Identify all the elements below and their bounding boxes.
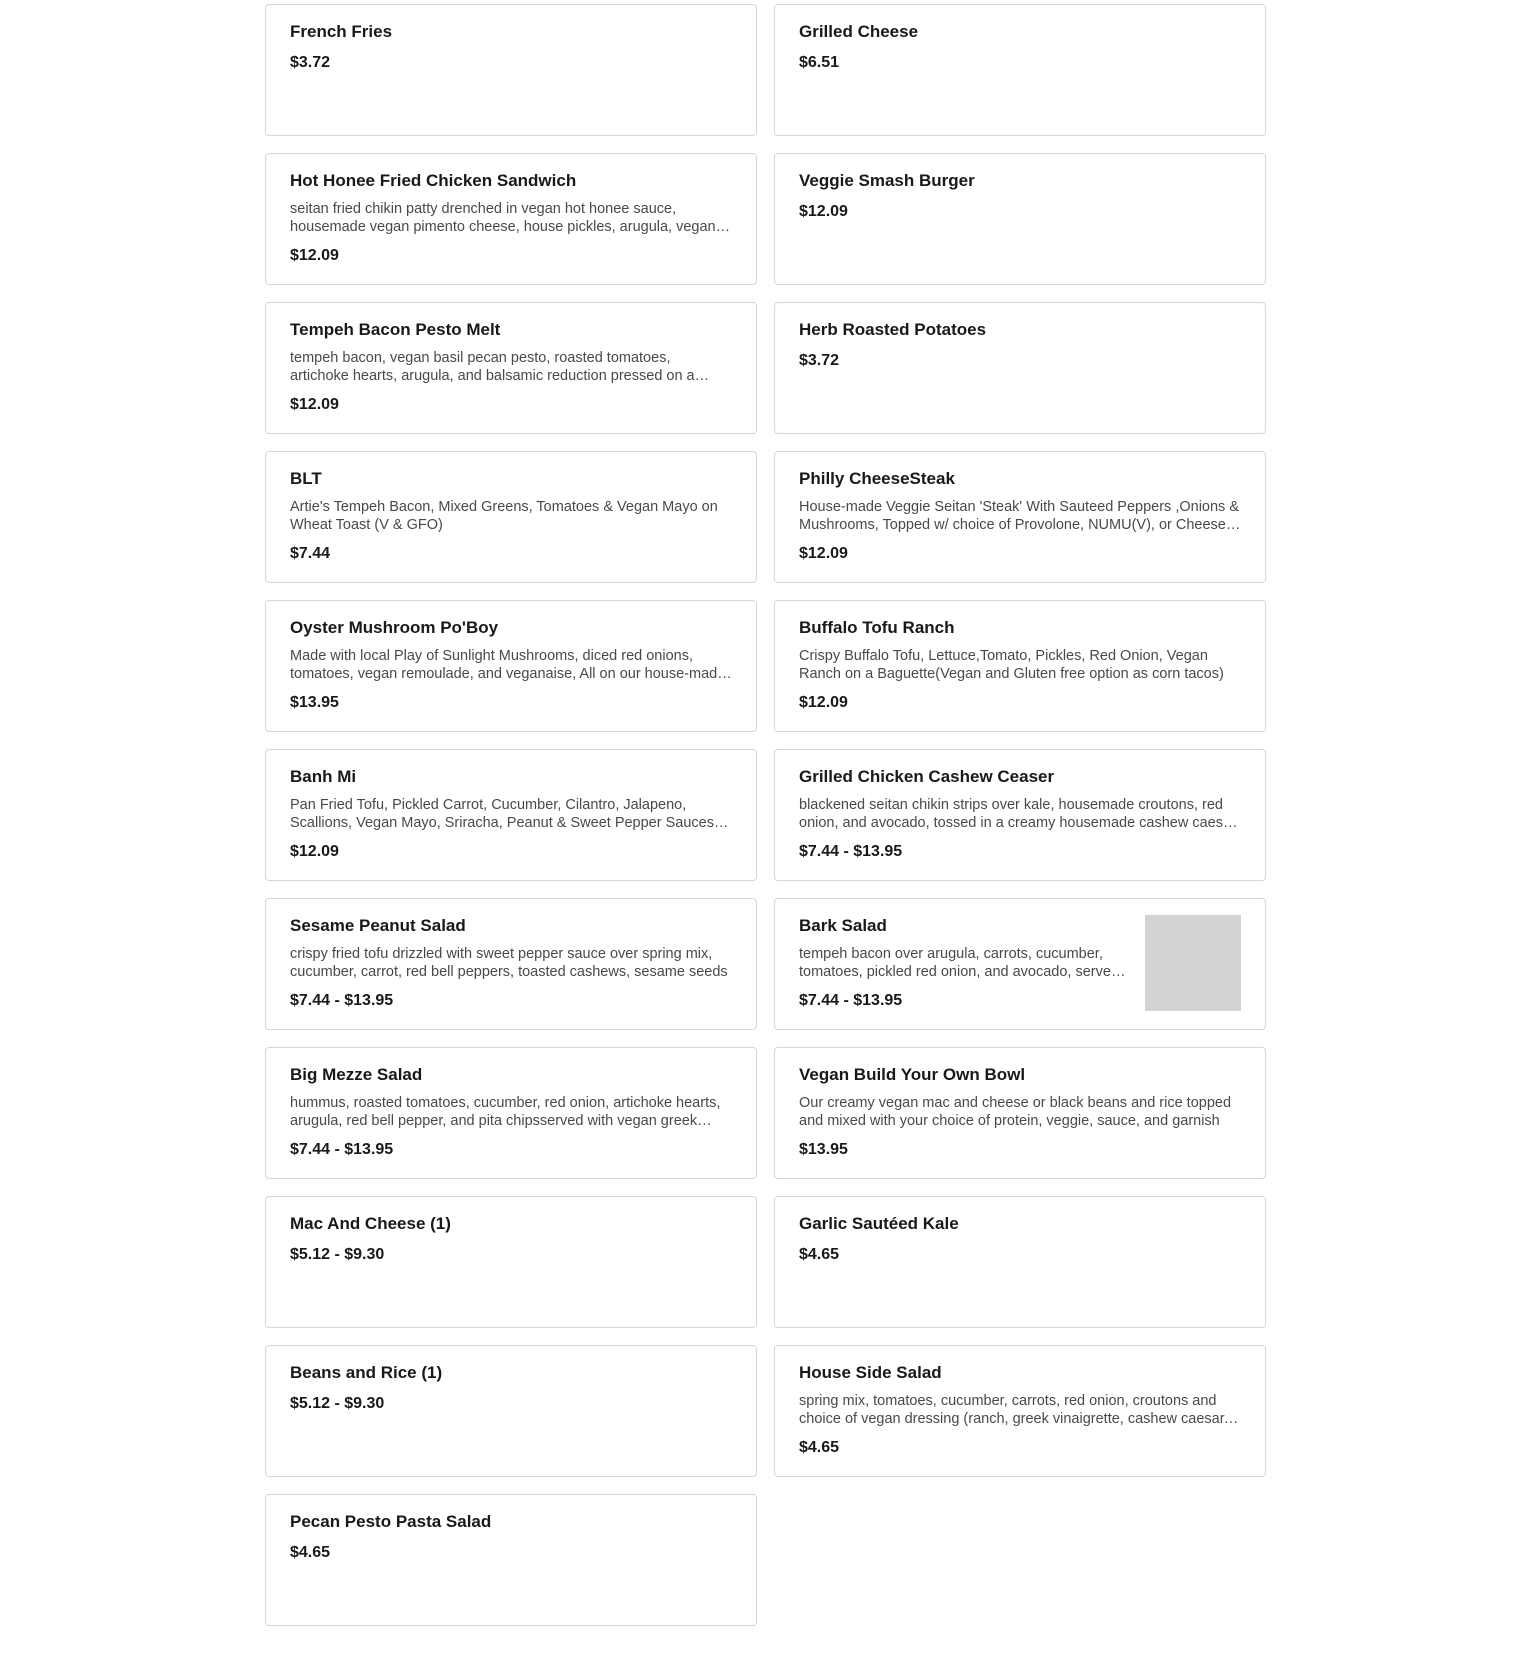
menu-item-price: $13.95 [290,694,339,711]
menu-item-content [799,617,1241,713]
menu-item-card[interactable] [265,600,757,732]
menu-item-price: $3.72 [799,352,840,369]
menu-item-content [799,766,1241,862]
menu-item-name: Big Mezze Salad [290,1065,423,1084]
menu-item-description: Artie's Tempeh Bacon, Mixed Greens, Tomatoes & Vegan Mayo on Wheat Toast (V & GFO) [290,499,718,533]
menu-item-card[interactable] [265,451,757,583]
menu-item-price: $3.72 [290,54,331,71]
menu-item-name: Hot Honee Fried Chicken Sandwich [290,171,577,190]
menu-item-price: $4.65 [799,1439,840,1456]
menu-item-price: $7.44 - $13.95 [290,1141,394,1158]
menu-item-content [290,21,732,73]
menu-item-price: $7.44 - $13.95 [290,992,394,1009]
menu-item-name: Herb Roasted Potatoes [799,320,987,339]
menu-item-price: $12.09 [290,396,339,413]
menu-item-card[interactable] [774,1047,1266,1179]
menu-item-name: Buffalo Tofu Ranch [799,618,955,637]
menu-item-description: hummus, roasted tomatoes, cucumber, red onion, artichoke hearts, arugula, red bell pepper, and pita chipsserved with vegan greek [290,1095,721,1129]
menu-item-card[interactable] [774,153,1266,285]
menu-item-name: Tempeh Bacon Pesto Melt [290,320,501,339]
menu-item-description: Our creamy vegan mac and cheese or black beans and rice topped and mixed with your choice of protein, veggie, sauce, and garnish [799,1095,1232,1129]
menu-item-description: Crispy Buffalo Tofu, Lettuce,Tomato, Pickles, Red Onion, Vegan Ranch on a Baguette(Vegan and Gluten free option as corn tacos) [799,648,1224,682]
menu-item-description: Pan Fried Tofu, Pickled Carrot, Cucumber, Cilantro, Jalapeno, Scallions, Vegan Mayo, Sriracha, Peanut & Sweet Pepper Sauces [290,797,714,831]
menu-item-content [290,1362,732,1414]
menu-item-content [799,319,1241,371]
menu-item-price: $12.09 [290,247,339,264]
menu-item-description: House-made Veggie Seitan 'Steak' With Sauteed Peppers ,Onions & Mushrooms, Topped w/ choice of Provolone, NUMU(V), or Cheese [799,499,1239,533]
menu-item-content [290,468,732,564]
menu-item-content [290,1213,732,1265]
menu-item-content [290,319,732,415]
menu-item-card[interactable] [265,1345,757,1477]
menu-item-card[interactable] [774,600,1266,732]
menu-item-description: spring mix, tomatoes, cucumber, carrots, red onion, croutons and choice of vegan dressing (ranch, greek vinaigrette, cashew caesar, [799,1393,1228,1427]
menu-item-name: Pecan Pesto Pasta Salad [290,1512,492,1531]
menu-item-content [290,1064,732,1160]
menu-item-content [799,1213,1241,1265]
menu-item-card[interactable] [774,302,1266,434]
menu-item-price: $5.12 - $9.30 [290,1395,385,1412]
menu-item-card[interactable] [774,4,1266,136]
menu-item-name: Beans and Rice (1) [290,1363,443,1382]
menu-item-card[interactable] [774,1196,1266,1328]
menu-item-content [290,1511,732,1563]
menu-item-card[interactable] [265,4,757,136]
menu-item-price: $4.65 [799,1246,840,1263]
menu-item-card[interactable] [265,898,757,1030]
menu-item-description: Made with local Play of Sunlight Mushrooms, diced red onions, tomatoes, vegan remoulade, and veganaise, All on our house-made [290,648,726,682]
menu-item-name: House Side Salad [799,1363,942,1382]
menu-item-name: Mac And Cheese (1) [290,1214,451,1233]
menu-item-card[interactable] [774,898,1266,1030]
menu-item-price: $12.09 [799,203,848,220]
menu-item-content [799,915,1129,1011]
menu-item-price: $13.95 [799,1141,848,1158]
menu-item-content [799,1064,1241,1160]
menu-item-content [799,468,1241,564]
menu-item-name: Oyster Mushroom Po'Boy [290,618,499,637]
menu-item-content [799,170,1241,222]
menu-item-price: $7.44 - $13.95 [799,843,903,860]
menu-item-price: $4.65 [290,1544,331,1561]
menu-item-name: Veggie Smash Burger [799,171,975,190]
menu-item-card[interactable] [265,749,757,881]
menu-item-name: Bark Salad [799,916,887,935]
menu-item-grid [265,4,1267,1626]
menu-item-name: French Fries [290,22,393,41]
menu-item-content [290,915,732,1011]
menu-item-price: $7.44 - $13.95 [799,992,903,1009]
menu-item-price: $5.12 - $9.30 [290,1246,385,1263]
menu-item-image-placeholder [1145,915,1241,1011]
menu-item-card[interactable] [774,1345,1266,1477]
menu-item-name: BLT [290,469,322,488]
menu-item-card[interactable] [265,302,757,434]
menu-item-name: Banh Mi [290,767,357,786]
menu-item-description: tempeh bacon, vegan basil pecan pesto, roasted tomatoes, artichoke hearts, arugula, and balsamic reduction pressed on a [290,350,695,384]
menu-item-card[interactable] [265,1494,757,1626]
menu-item-card[interactable] [774,749,1266,881]
menu-item-name: Garlic Sautéed Kale [799,1214,959,1233]
menu-item-name: Sesame Peanut Salad [290,916,466,935]
menu-item-content [290,617,732,713]
menu-item-description: blackened seitan chikin strips over kale, housemade croutons, red onion, and avocado, tossed in a creamy housemade cashew caesar [799,797,1236,831]
menu-item-description: crispy fried tofu drizzled with sweet pepper sauce over spring mix, cucumber, carrot, red bell peppers, toasted cashews, sesame seeds [290,946,728,980]
menu-item-content [290,170,732,266]
menu-item-name: Grilled Chicken Cashew Ceaser [799,767,1055,786]
menu-item-price: $12.09 [799,694,848,711]
menu-item-card[interactable] [265,1047,757,1179]
menu-item-content [799,1362,1241,1458]
menu-item-card[interactable] [774,451,1266,583]
menu-item-description: tempeh bacon over arugula, carrots, cucumber, tomatoes, pickled red onion, and avocado, served [799,946,1120,980]
menu-item-name: Vegan Build Your Own Bowl [799,1065,1026,1084]
menu-item-name: Grilled Cheese [799,22,919,41]
menu-item-content [799,21,1241,73]
menu-item-price: $12.09 [799,545,848,562]
menu-item-name: Philly CheeseSteak [799,469,955,488]
menu-item-content [290,766,732,862]
menu-item-card[interactable] [265,153,757,285]
menu-item-price: $6.51 [799,54,840,71]
menu-item-price: $12.09 [290,843,339,860]
menu-item-description: seitan fried chikin patty drenched in vegan hot honee sauce, housemade vegan pimento cheese, house pickles, arugula, vegan [290,201,716,235]
menu-item-card[interactable] [265,1196,757,1328]
menu-item-price: $7.44 [290,545,331,562]
